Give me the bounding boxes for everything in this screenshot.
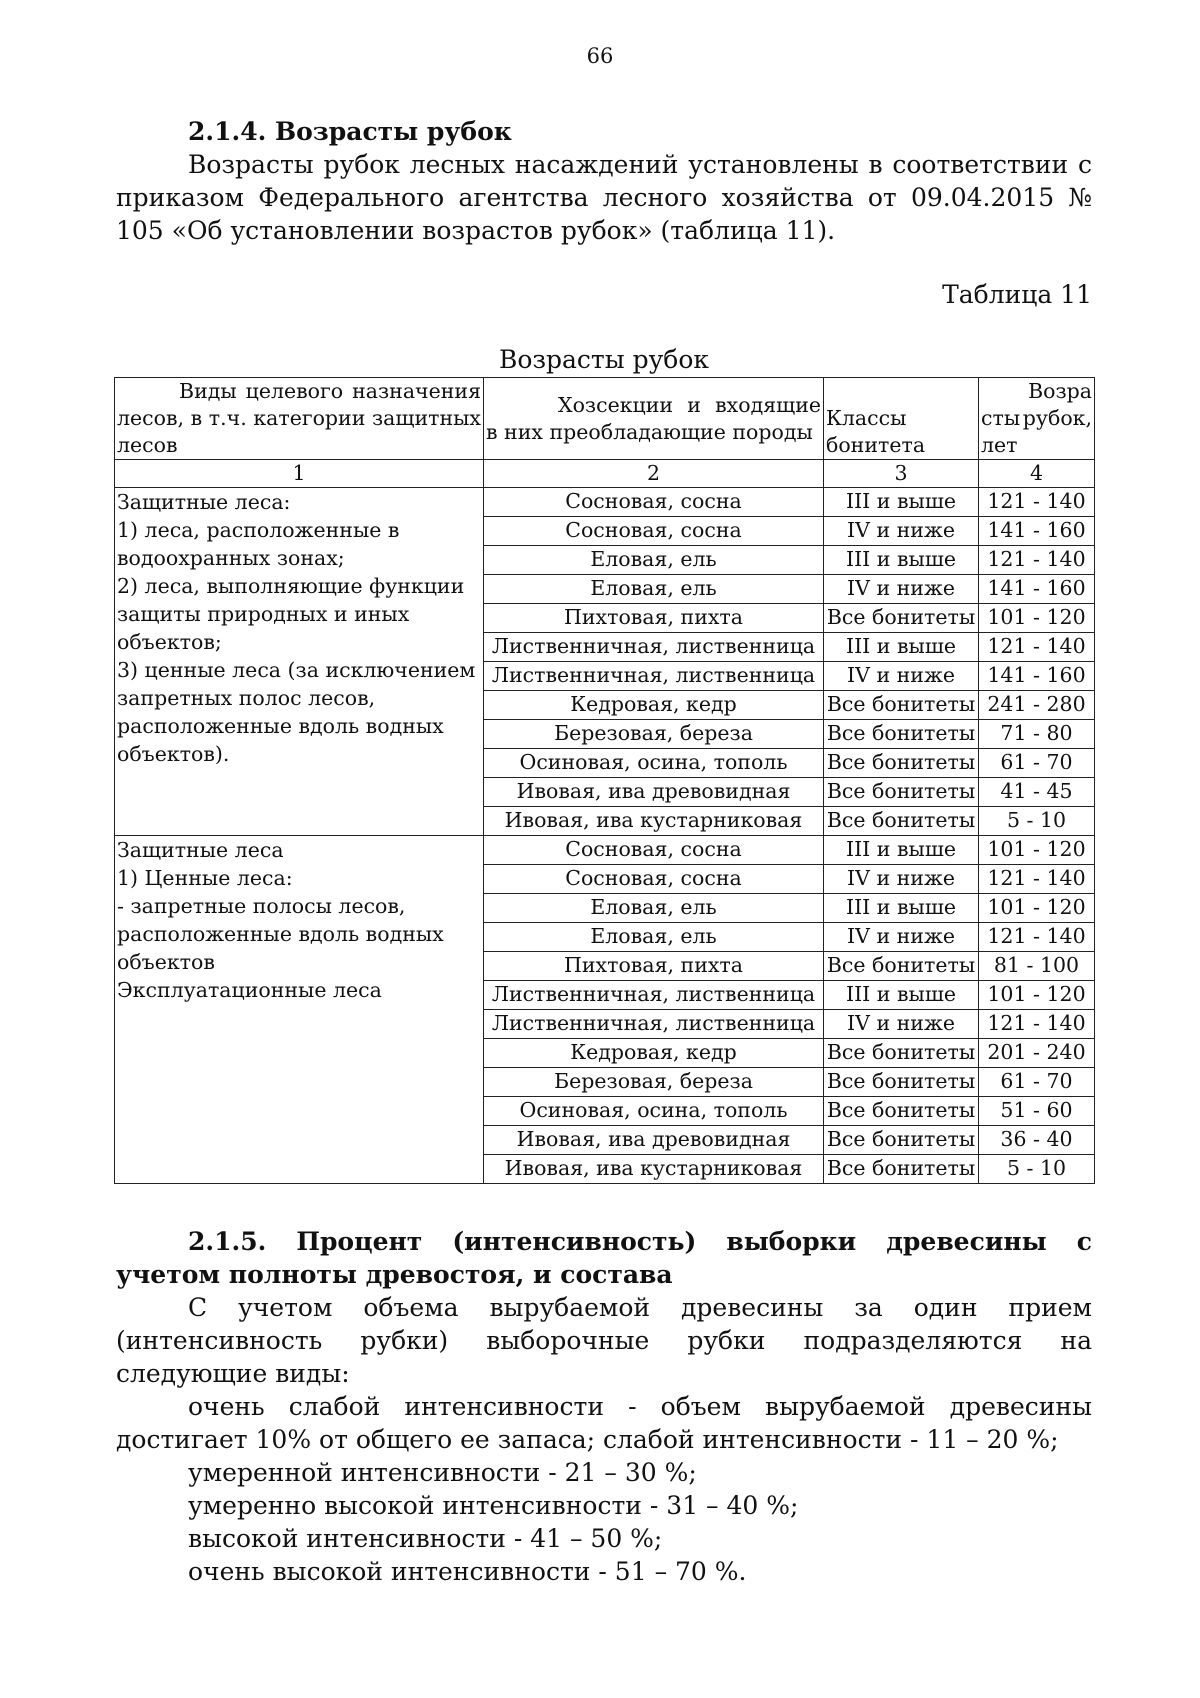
section-paragraph: умеренной интенсивности - 21 – 30 %; bbox=[188, 1458, 697, 1487]
cutting-age-cell: 101 - 120 bbox=[979, 836, 1095, 865]
bonitet-class-cell: III и выше bbox=[824, 546, 979, 575]
tree-section-cell: Лиственничная, лиственница bbox=[484, 1010, 824, 1039]
section-paragraph: очень высокой интенсивности - 51 – 70 %. bbox=[188, 1557, 747, 1586]
cutting-age-cell: 41 - 45 bbox=[979, 778, 1095, 807]
section-heading: 2.1.4. Возрасты рубок bbox=[188, 117, 512, 146]
tree-section-cell: Пихтовая, пихта bbox=[484, 604, 824, 633]
bonitet-class-cell: Все бонитеты bbox=[824, 749, 979, 778]
tree-section-cell: Ивовая, ива кустарниковая bbox=[484, 1155, 824, 1184]
bonitet-class-cell: IV и ниже bbox=[824, 1010, 979, 1039]
section-paragraph: очень слабой интенсивности - объем вырубаемой древесины достигает 10% от общего ее запаса; слабой интенсивности - 11 – 20 %; bbox=[116, 1392, 1092, 1454]
tree-section-cell: Лиственничная, лиственница bbox=[484, 981, 824, 1010]
header-age: Возра сты рубок, лет bbox=[979, 378, 1095, 460]
cutting-age-cell: 121 - 140 bbox=[979, 488, 1095, 517]
cutting-age-cell: 141 - 160 bbox=[979, 662, 1095, 691]
bonitet-class-cell: IV и ниже bbox=[824, 575, 979, 604]
tree-section-cell: Осиновая, осина, тополь bbox=[484, 749, 824, 778]
cutting-age-cell: 141 - 160 bbox=[979, 517, 1095, 546]
tree-section-cell: Ивовая, ива древовидная bbox=[484, 1126, 824, 1155]
cutting-age-cell: 101 - 120 bbox=[979, 604, 1095, 633]
column-number: 4 bbox=[979, 460, 1095, 488]
column-number-row bbox=[115, 460, 1095, 488]
section-paragraph: умеренно высокой интенсивности - 31 – 40 %; bbox=[188, 1491, 799, 1520]
cutting-age-cell: 121 - 140 bbox=[979, 1010, 1095, 1039]
bonitet-class-cell: III и выше bbox=[824, 633, 979, 662]
section-paragraph: Возрасты рубок лесных насаждений установлены в соответствии с приказом Федерального агентства лесного хозяйства от 09.04.2015 № 105 «Об установлении возрастов рубок» (таблица 11). bbox=[116, 150, 1092, 245]
bonitet-class-cell: Все бонитеты bbox=[824, 807, 979, 836]
cutting-age-cell: 36 - 40 bbox=[979, 1126, 1095, 1155]
bonitet-class-cell: Все бонитеты bbox=[824, 1097, 979, 1126]
bonitet-class-cell: III и выше bbox=[824, 894, 979, 923]
cutting-ages-table bbox=[114, 377, 1095, 1184]
header-sections: Хозсекции и входящие в них преобладающие породы bbox=[484, 378, 824, 460]
cutting-age-cell: 51 - 60 bbox=[979, 1097, 1095, 1126]
cutting-age-cell: 81 - 100 bbox=[979, 952, 1095, 981]
cutting-age-cell: 61 - 70 bbox=[979, 749, 1095, 778]
tree-section-cell: Лиственничная, лиственница bbox=[484, 662, 824, 691]
table-row bbox=[115, 488, 1095, 517]
cutting-age-cell: 5 - 10 bbox=[979, 1155, 1095, 1184]
bonitet-class-cell: IV и ниже bbox=[824, 517, 979, 546]
table-label: Таблица 11 bbox=[942, 280, 1092, 309]
column-number: 1 bbox=[115, 460, 484, 488]
cutting-age-cell: 141 - 160 bbox=[979, 575, 1095, 604]
bonitet-class-cell: Все бонитеты bbox=[824, 1126, 979, 1155]
header-bonitet: Классы бонитета bbox=[824, 378, 979, 460]
tree-section-cell: Сосновая, сосна bbox=[484, 865, 824, 894]
tree-section-cell: Осиновая, осина, тополь bbox=[484, 1097, 824, 1126]
tree-section-cell: Березовая, береза bbox=[484, 1068, 824, 1097]
tree-section-cell: Ивовая, ива древовидная bbox=[484, 778, 824, 807]
bonitet-class-cell: IV и ниже bbox=[824, 662, 979, 691]
bonitet-class-cell: III и выше bbox=[824, 836, 979, 865]
section-2-1-4 bbox=[116, 115, 1092, 247]
tree-section-cell: Сосновая, сосна bbox=[484, 517, 824, 546]
tree-section-cell: Еловая, ель bbox=[484, 894, 824, 923]
tree-section-cell: Сосновая, сосна bbox=[484, 488, 824, 517]
section-heading: 2.1.5. Процент (интенсивность) выборки древесины с учетом полноты древостоя, и состава bbox=[116, 1227, 1092, 1289]
forest-category-cell: Защитные леса 1) Ценные леса: - запретные полосы лесов, расположенные вдоль водных объектов Эксплуатационные леса bbox=[115, 836, 484, 1184]
bonitet-class-cell: Все бонитеты bbox=[824, 1039, 979, 1068]
section-paragraph: С учетом объема вырубаемой древесины за один прием (интенсивность рубки) выборочные рубки подразделяются на следующие виды: bbox=[116, 1293, 1092, 1388]
bonitet-class-cell: Все бонитеты bbox=[824, 1068, 979, 1097]
bonitet-class-cell: Все бонитеты bbox=[824, 720, 979, 749]
tree-section-cell: Пихтовая, пихта bbox=[484, 952, 824, 981]
cutting-age-cell: 101 - 120 bbox=[979, 981, 1095, 1010]
cutting-age-cell: 201 - 240 bbox=[979, 1039, 1095, 1068]
cutting-age-cell: 121 - 140 bbox=[979, 546, 1095, 575]
section-2-1-5 bbox=[116, 1225, 1092, 1588]
tree-section-cell: Еловая, ель bbox=[484, 923, 824, 952]
tree-section-cell: Еловая, ель bbox=[484, 575, 824, 604]
header-forest-purpose: Виды целевого назначения лесов, в т.ч. категории защитных лесов bbox=[115, 378, 484, 460]
bonitet-class-cell: IV и ниже bbox=[824, 923, 979, 952]
bonitet-class-cell: III и выше bbox=[824, 488, 979, 517]
tree-section-cell: Сосновая, сосна bbox=[484, 836, 824, 865]
bonitet-class-cell: Все бонитеты bbox=[824, 604, 979, 633]
tree-section-cell: Лиственничная, лиственница bbox=[484, 633, 824, 662]
table-header-row bbox=[115, 378, 1095, 460]
tree-section-cell: Ивовая, ива кустарниковая bbox=[484, 807, 824, 836]
bonitet-class-cell: Все бонитеты bbox=[824, 952, 979, 981]
tree-section-cell: Кедровая, кедр bbox=[484, 1039, 824, 1068]
cutting-age-cell: 121 - 140 bbox=[979, 923, 1095, 952]
bonitet-class-cell: Все бонитеты bbox=[824, 778, 979, 807]
column-number: 2 bbox=[484, 460, 824, 488]
cutting-age-cell: 5 - 10 bbox=[979, 807, 1095, 836]
bonitet-class-cell: Все бонитеты bbox=[824, 691, 979, 720]
forest-category-cell: Защитные леса: 1) леса, расположенные в водоохранных зонах; 2) леса, выполняющие функции защиты природных и иных объектов; 3) ценные леса (за исключением запретных полос лесов, расположенные вдоль водных объектов). bbox=[115, 488, 484, 836]
cutting-age-cell: 241 - 280 bbox=[979, 691, 1095, 720]
cutting-age-cell: 121 - 140 bbox=[979, 865, 1095, 894]
bonitet-class-cell: Все бонитеты bbox=[824, 1155, 979, 1184]
page-number: 66 bbox=[586, 44, 614, 68]
tree-section-cell: Березовая, береза bbox=[484, 720, 824, 749]
bonitet-class-cell: IV и ниже bbox=[824, 865, 979, 894]
table-caption: Возрасты рубок bbox=[498, 345, 710, 374]
cutting-age-cell: 101 - 120 bbox=[979, 894, 1095, 923]
bonitet-class-cell: III и выше bbox=[824, 981, 979, 1010]
section-paragraph: высокой интенсивности - 41 – 50 %; bbox=[188, 1524, 663, 1553]
tree-section-cell: Кедровая, кедр bbox=[484, 691, 824, 720]
table-row bbox=[115, 836, 1095, 865]
tree-section-cell: Еловая, ель bbox=[484, 546, 824, 575]
cutting-age-cell: 71 - 80 bbox=[979, 720, 1095, 749]
column-number: 3 bbox=[824, 460, 979, 488]
cutting-age-cell: 61 - 70 bbox=[979, 1068, 1095, 1097]
cutting-age-cell: 121 - 140 bbox=[979, 633, 1095, 662]
